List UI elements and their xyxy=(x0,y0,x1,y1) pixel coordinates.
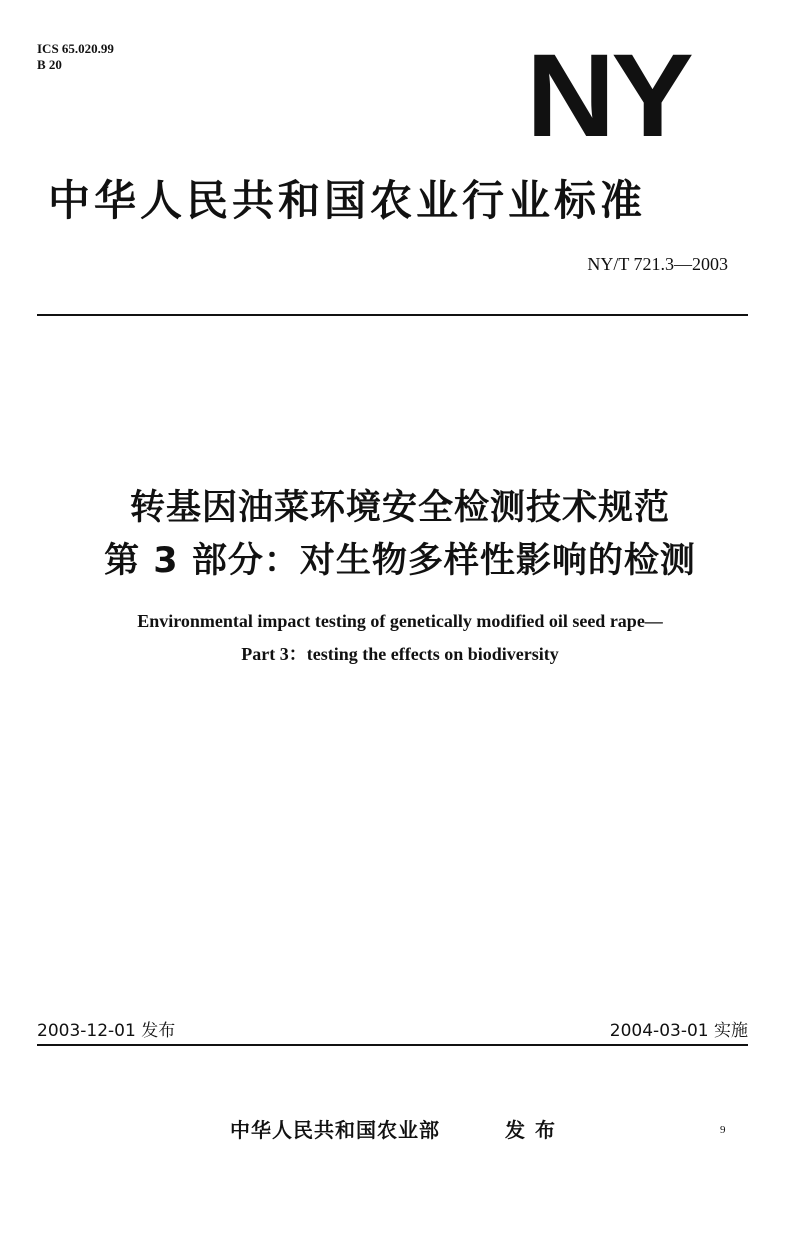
organization-title: 中华人民共和国农业行业标准 xyxy=(48,176,647,225)
implementation-date: 2004-03-01 实施 xyxy=(609,1021,748,1041)
title-cn-line1: 转基因油菜环境安全检测技术规范 xyxy=(129,488,670,528)
publish-label: 发布 xyxy=(505,1118,565,1142)
title-cn-line2: 第 3 部分：对生物多样性影响的检测 xyxy=(104,541,696,581)
standard-number: NY/T 721.3—2003 xyxy=(587,254,728,274)
classification-codes xyxy=(37,41,114,73)
title-en-line1: Environmental impact testing of genetically modified oil seed rape— xyxy=(137,611,663,631)
ics-code: ICS 65.020.99 xyxy=(37,41,114,56)
issue-date: 2003-12-01 发布 xyxy=(37,1021,176,1041)
page-number: 9 xyxy=(720,1124,726,1136)
bottom-divider xyxy=(37,1044,748,1046)
title-en-line2: Part 3：testing the effects on biodiversity xyxy=(241,644,559,664)
publisher: 中华人民共和国农业部 xyxy=(230,1118,440,1142)
top-divider xyxy=(37,314,748,316)
ccs-code: B 20 xyxy=(37,57,62,72)
ny-logo: NY xyxy=(526,30,690,162)
